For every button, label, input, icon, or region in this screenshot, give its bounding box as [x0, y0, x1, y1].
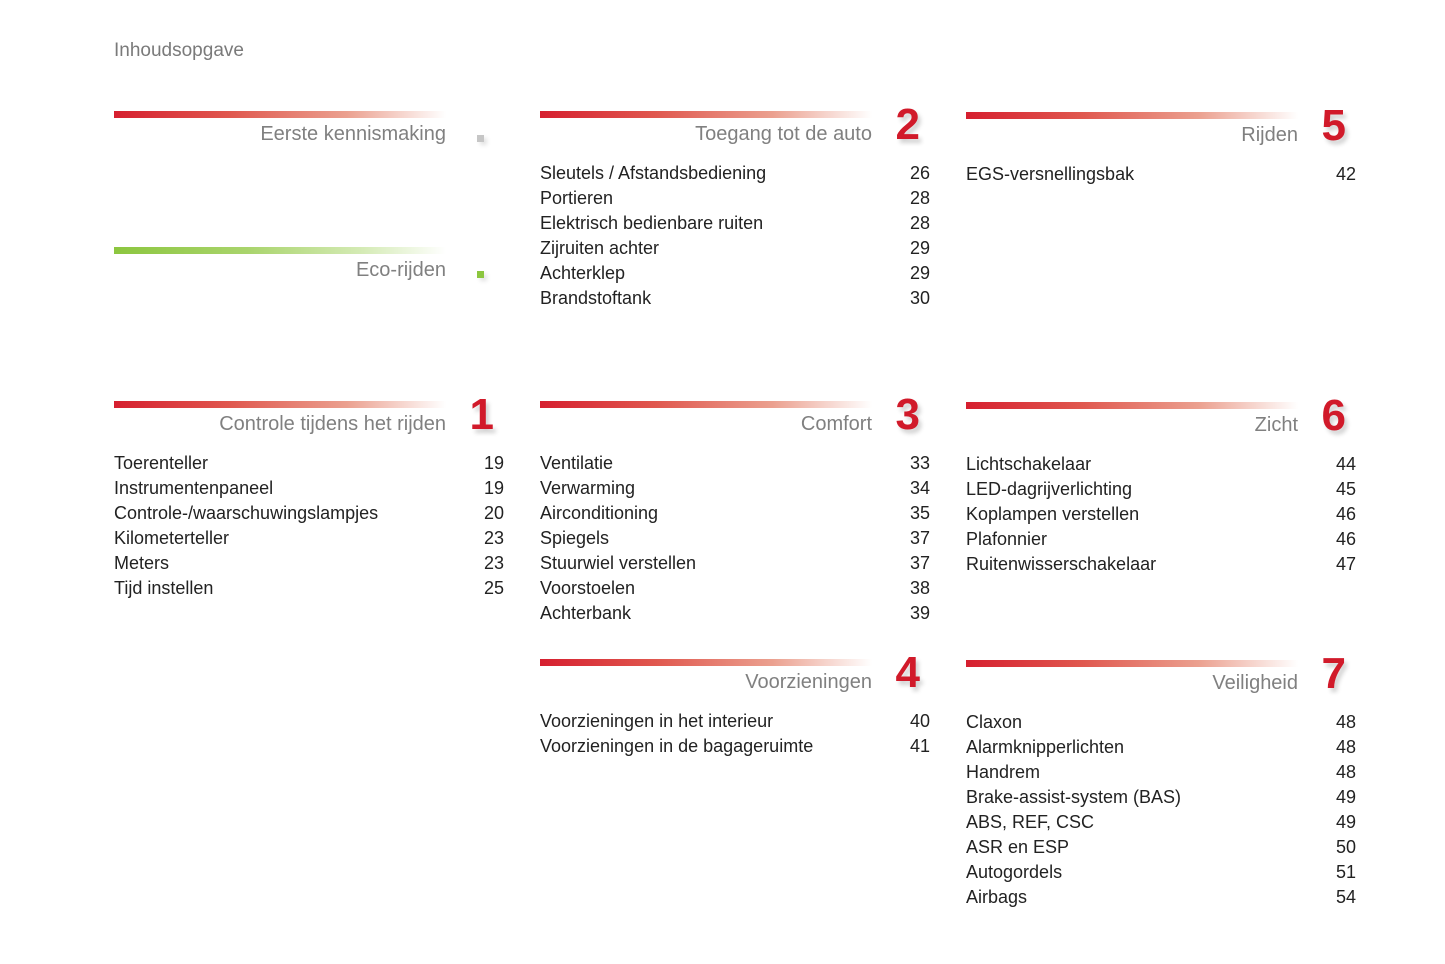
toc-item-label: Instrumentenpaneel [114, 478, 274, 498]
section-title: Toegang tot de auto [695, 123, 872, 145]
toc-item[interactable] [540, 526, 930, 551]
toc-item-page: 49 [1335, 787, 1356, 807]
toc-item-page: 48 [1335, 737, 1356, 757]
toc-item-page: 37 [909, 528, 930, 548]
page-title: Inhoudsopgave [114, 40, 244, 61]
toc-item-label: Zijruiten achter [540, 238, 660, 258]
toc-item-label: Verwarming [540, 478, 636, 498]
section-divider [114, 401, 446, 408]
toc-item-label: ABS, REF, CSC [966, 812, 1095, 832]
toc-item-page: 29 [909, 238, 930, 258]
section-number: 4 [895, 648, 920, 697]
toc-item-page: 46 [1335, 504, 1356, 524]
toc-item-page: 29 [909, 263, 930, 283]
toc-item[interactable] [540, 261, 930, 286]
toc-item-page: 19 [483, 478, 504, 498]
toc-item-label: Tijd instellen [114, 578, 214, 598]
toc-item-page: 25 [483, 578, 504, 598]
toc-item-page: 20 [483, 503, 504, 523]
toc-item-page: 19 [483, 453, 504, 473]
toc-item[interactable] [114, 576, 504, 601]
section-divider [540, 111, 872, 118]
toc-item[interactable] [540, 161, 930, 186]
toc-item[interactable] [966, 735, 1356, 760]
toc-item-page: 23 [483, 528, 504, 548]
toc-item-page: 38 [909, 578, 930, 598]
toc-item-page: 28 [909, 188, 930, 208]
toc-item-label: EGS-versnellingsbak [966, 164, 1135, 184]
toc-item-label: Brake-assist-system (BAS) [966, 787, 1182, 807]
toc-item-label: Handrem [966, 762, 1041, 782]
section-number: 3 [895, 390, 920, 439]
section-title: Comfort [800, 413, 872, 435]
toc-item[interactable] [966, 710, 1356, 735]
toc-item-page: 47 [1335, 554, 1356, 574]
toc-item-page: 48 [1335, 712, 1356, 732]
toc-item-label: Kilometerteller [114, 528, 230, 548]
section-title: Veiligheid [1212, 672, 1298, 694]
toc-item[interactable] [540, 286, 930, 311]
toc-item-page: 30 [909, 288, 930, 308]
toc-item-label: Portieren [540, 188, 614, 208]
toc-item[interactable] [540, 551, 930, 576]
toc-item[interactable] [114, 501, 504, 526]
toc-item-label: ASR en ESP [966, 837, 1070, 857]
toc-item-label: Koplampen verstellen [966, 504, 1140, 524]
section-title: Controle tijdens het rijden [219, 413, 446, 435]
toc-item-label: Airbags [966, 887, 1028, 907]
toc-item[interactable] [114, 476, 504, 501]
section-divider [114, 247, 446, 254]
toc-item-page: 49 [1335, 812, 1356, 832]
section-number: 1 [469, 390, 494, 439]
toc-item[interactable] [966, 860, 1356, 885]
section-title: Eco-rijden [355, 259, 446, 281]
toc-item-label: Voorstoelen [540, 578, 636, 598]
toc-item-label: Airconditioning [540, 503, 659, 523]
toc-item-label: Meters [114, 553, 170, 573]
toc-item[interactable] [114, 451, 504, 476]
toc-item-page: 23 [483, 553, 504, 573]
toc-item-label: Plafonnier [966, 529, 1048, 549]
toc-item[interactable] [966, 162, 1356, 187]
toc-item-page: 51 [1335, 862, 1356, 882]
toc-item[interactable] [540, 476, 930, 501]
toc-item[interactable] [966, 760, 1356, 785]
toc-item-label: Stuurwiel verstellen [540, 553, 697, 573]
toc-item-page: 39 [909, 603, 930, 623]
section-divider [966, 112, 1298, 119]
toc-item-page: 34 [909, 478, 930, 498]
toc-item-page: 46 [1335, 529, 1356, 549]
toc-item-page: 33 [909, 453, 930, 473]
toc-item-label: Lichtschakelaar [966, 454, 1092, 474]
toc-item[interactable] [966, 885, 1356, 910]
section-marker-icon [477, 135, 484, 142]
toc-item[interactable] [540, 734, 930, 759]
toc-item-label: Controle-/waarschuwingslampjes [114, 503, 379, 523]
toc-item-label: Voorzieningen in de bagageruimte [540, 736, 814, 756]
toc-item[interactable] [966, 502, 1356, 527]
section-number: 7 [1321, 649, 1346, 698]
toc-item-page: 48 [1335, 762, 1356, 782]
section-number: 6 [1321, 391, 1346, 440]
toc-item[interactable] [966, 477, 1356, 502]
toc-item[interactable] [540, 451, 930, 476]
toc-item[interactable] [966, 785, 1356, 810]
section-title: Zicht [1254, 414, 1298, 436]
toc-item-label: Achterbank [540, 603, 632, 623]
toc-item[interactable] [114, 551, 504, 576]
toc-item[interactable] [540, 501, 930, 526]
toc-item-page: 40 [909, 711, 930, 731]
section-marker-icon [477, 271, 484, 278]
section-divider [540, 659, 872, 666]
toc-item[interactable] [966, 810, 1356, 835]
toc-item[interactable] [540, 709, 930, 734]
toc-item-label: Achterklep [540, 263, 626, 283]
toc-item-label: Voorzieningen in het interieur [540, 711, 774, 731]
toc-item[interactable] [966, 835, 1356, 860]
toc-item-label: Claxon [966, 712, 1023, 732]
toc-item[interactable] [540, 576, 930, 601]
section-divider [966, 402, 1298, 409]
section-title: Voorzieningen [745, 671, 872, 693]
toc-item-page: 41 [909, 736, 930, 756]
section-number: 2 [895, 100, 920, 149]
toc-item-label: Ventilatie [540, 453, 614, 473]
toc-item[interactable] [966, 527, 1356, 552]
toc-item-page: 54 [1335, 887, 1356, 907]
toc-item[interactable] [540, 236, 930, 261]
toc-item-page: 44 [1335, 454, 1356, 474]
section-divider [114, 111, 446, 118]
toc-item-label: LED-dagrijverlichting [966, 479, 1133, 499]
section-divider [966, 660, 1298, 667]
toc-item-label: Sleutels / Afstandsbediening [540, 163, 767, 183]
toc-item[interactable] [540, 186, 930, 211]
toc-item-page: 35 [909, 503, 930, 523]
toc-item-page: 28 [909, 213, 930, 233]
section-divider [540, 401, 872, 408]
toc-item-page: 37 [909, 553, 930, 573]
toc-item-label: Brandstoftank [540, 288, 652, 308]
toc-item-label: Spiegels [540, 528, 610, 548]
toc-item-label: Elektrisch bedienbare ruiten [540, 213, 764, 233]
toc-item-label: Autogordels [966, 862, 1063, 882]
toc-item-page: 26 [909, 163, 930, 183]
toc-item-page: 50 [1335, 837, 1356, 857]
section-number: 5 [1321, 101, 1346, 150]
toc-item-label: Alarmknipperlichten [966, 737, 1125, 757]
toc-item[interactable] [540, 211, 930, 236]
section-title: Eerste kennismaking [260, 123, 446, 145]
toc-item-page: 42 [1335, 164, 1356, 184]
toc-item-label: Toerenteller [114, 453, 209, 473]
toc-item[interactable] [966, 452, 1356, 477]
toc-item-label: Ruitenwisserschakelaar [966, 554, 1157, 574]
toc-item[interactable] [114, 526, 504, 551]
toc-item[interactable] [540, 601, 930, 626]
toc-item[interactable] [966, 552, 1356, 577]
section-title: Rijden [1241, 124, 1298, 146]
toc-item-page: 45 [1335, 479, 1356, 499]
